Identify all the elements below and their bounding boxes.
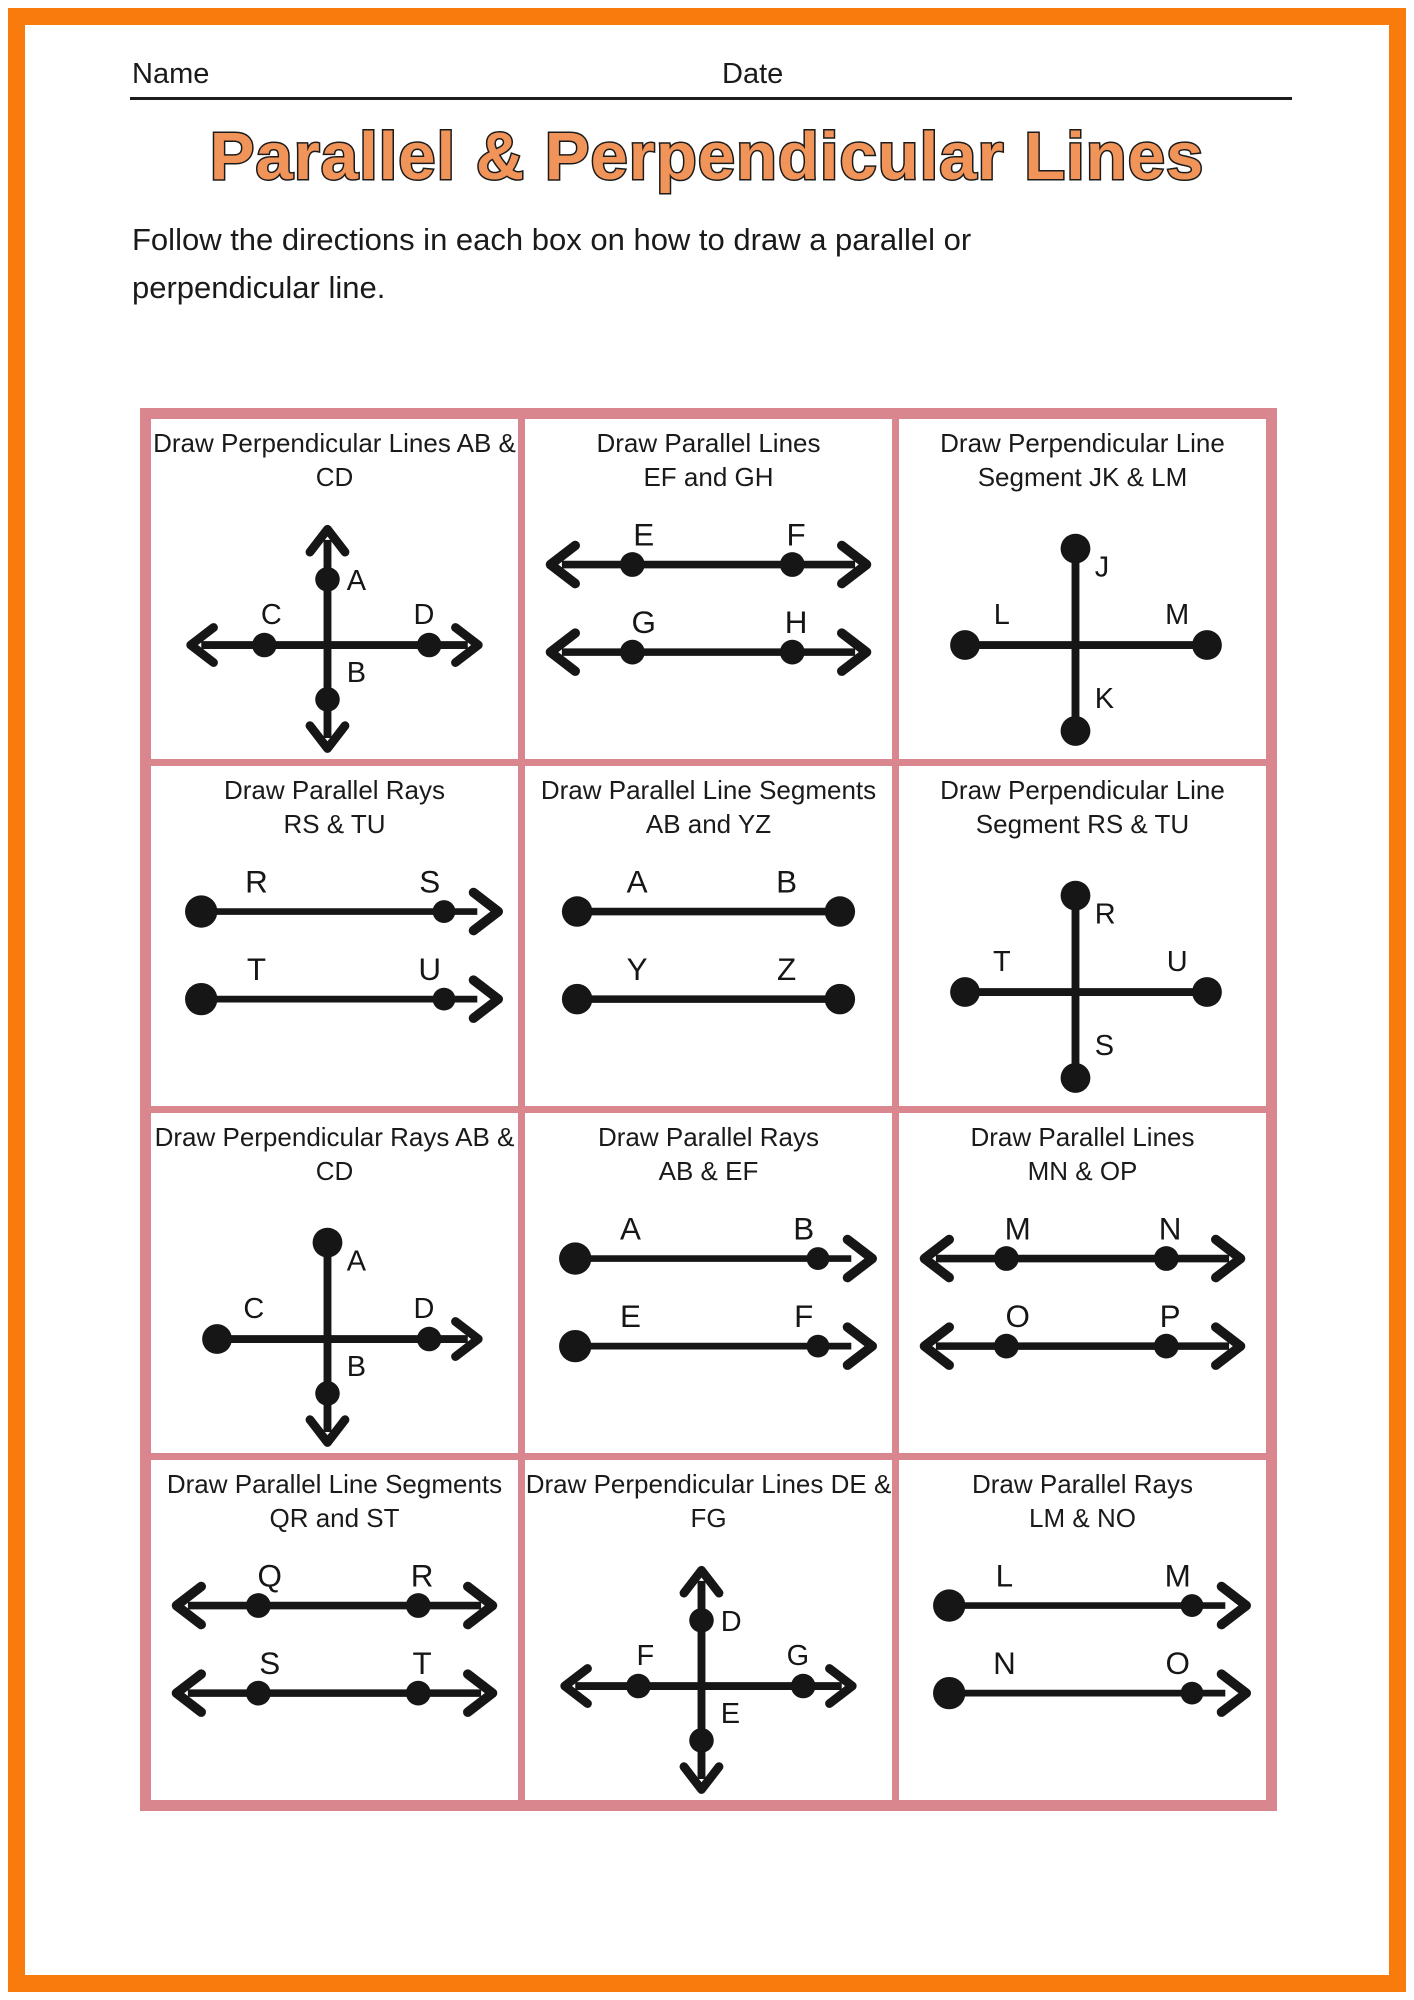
box-diagram (550, 1537, 867, 1800)
point-label: K (1094, 683, 1115, 716)
point-label: M (1004, 1211, 1031, 1247)
point-label: T (246, 952, 267, 988)
box-title: Draw Parallel Rays LM & NO (971, 1469, 1194, 1533)
box-title: Draw Parallel Rays AB & EF (597, 1122, 820, 1186)
point-dot (620, 640, 645, 665)
point-label: E (619, 1299, 641, 1335)
point-label: L (995, 1558, 1014, 1594)
box-diagram (163, 1537, 506, 1775)
point-label: G (786, 1639, 810, 1672)
point-label: Q (257, 1558, 282, 1594)
box-title: Draw Perpendicular Line Segment JK & LM (940, 428, 1225, 492)
box-title: Draw Perpendicular Lines AB & CD (153, 428, 516, 492)
box-diagram (537, 843, 880, 1081)
point-label: A (346, 1245, 367, 1278)
instructions-line-2: perpendicular line. (132, 270, 386, 305)
point-label: S (1094, 1030, 1115, 1063)
point-dot (807, 1335, 830, 1358)
worksheet-box (525, 419, 892, 759)
point-label: P (1159, 1299, 1181, 1335)
point-label: R (1094, 898, 1116, 931)
box-diagram (924, 843, 1241, 1106)
box-title: Draw Perpendicular Rays AB & CD (154, 1122, 515, 1186)
point-dot (807, 1247, 830, 1270)
point-label: D (413, 1292, 435, 1325)
box-title: Draw Parallel Lines EF and GH (596, 428, 821, 492)
worksheet-box (525, 1113, 892, 1453)
worksheet-box (525, 766, 892, 1106)
instructions (132, 216, 971, 312)
box-diagram (537, 496, 880, 734)
box-title: Draw Perpendicular Lines DE & FG (525, 1469, 892, 1533)
box-title: Draw Parallel Rays RS & TU (223, 775, 446, 839)
point-dot (433, 900, 456, 923)
point-dot (780, 552, 805, 577)
point-dot (780, 640, 805, 665)
name-label: Name (132, 58, 210, 90)
point-dot (433, 988, 456, 1011)
box-diagram (176, 1190, 493, 1453)
point-label: B (346, 656, 367, 689)
box-diagram (176, 496, 493, 759)
point-label: E (633, 517, 655, 553)
point-label: A (619, 1211, 641, 1247)
point-label: T (993, 945, 1011, 978)
point-label: Y (626, 952, 648, 988)
point-label: B (346, 1350, 367, 1383)
worksheet-box (151, 1460, 518, 1800)
worksheet-box (899, 766, 1266, 1106)
point-dot (1154, 1334, 1179, 1359)
box-title: Draw Perpendicular Line Segment RS & TU (940, 775, 1225, 839)
point-label: O (1165, 1646, 1190, 1682)
point-label: F (636, 1639, 655, 1672)
point-dot (994, 1246, 1019, 1271)
point-label: T (412, 1646, 432, 1682)
point-dot (620, 552, 645, 577)
point-label: L (993, 598, 1010, 631)
point-dot (1181, 1594, 1204, 1617)
point-label: C (260, 598, 282, 631)
point-label: S (259, 1646, 281, 1682)
point-label: U (1166, 945, 1188, 978)
point-label: H (784, 605, 808, 641)
box-diagram (163, 843, 506, 1081)
point-dot (246, 1681, 271, 1706)
point-label: D (720, 1605, 742, 1638)
page-title: Parallel & Perpendicular Lines (209, 119, 1205, 194)
point-label: F (794, 1299, 814, 1335)
box-diagram (911, 1190, 1254, 1428)
point-label: S (419, 864, 441, 900)
date-label: Date (722, 58, 784, 90)
worksheet-box (151, 419, 518, 759)
point-dot (406, 1593, 431, 1618)
point-label: B (776, 864, 798, 900)
worksheet-box (151, 766, 518, 1106)
point-dot (994, 1334, 1019, 1359)
point-label: O (1005, 1299, 1030, 1335)
point-label: N (993, 1646, 1016, 1682)
box-title: Draw Parallel Line Segments QR and ST (166, 1469, 503, 1533)
point-label: Z (776, 952, 797, 988)
point-label: R (410, 1558, 434, 1594)
box-title: Draw Parallel Line Segments AB and YZ (540, 775, 877, 839)
point-label: D (413, 598, 435, 631)
point-label: A (626, 864, 648, 900)
point-label: F (786, 517, 806, 553)
point-label: U (418, 952, 442, 988)
worksheet-box (899, 1460, 1266, 1800)
point-label: A (346, 564, 367, 597)
point-label: N (1158, 1211, 1182, 1247)
worksheet-box (899, 1113, 1266, 1453)
point-dot (246, 1593, 271, 1618)
point-label: J (1094, 551, 1110, 584)
box-diagram (537, 1190, 880, 1428)
name-date-line (130, 97, 1292, 100)
instructions-line-1: Follow the directions in each box on how to draw a parallel or (132, 222, 972, 257)
point-dot (1154, 1246, 1179, 1271)
worksheet-box (151, 1113, 518, 1453)
point-label: R (245, 864, 268, 900)
point-label: E (720, 1697, 741, 1730)
point-label: M (1164, 1558, 1191, 1594)
point-label: M (1165, 598, 1190, 631)
worksheet-box (525, 1460, 892, 1800)
box-diagram (911, 1537, 1254, 1775)
worksheet-grid (140, 408, 1277, 1811)
point-label: G (631, 605, 656, 641)
point-label: B (793, 1211, 815, 1247)
point-dot (406, 1681, 431, 1706)
worksheet-box (899, 419, 1266, 759)
box-diagram (924, 496, 1241, 759)
box-title: Draw Parallel Lines MN & OP (970, 1122, 1195, 1186)
point-label: C (243, 1292, 265, 1325)
point-dot (1181, 1682, 1204, 1705)
